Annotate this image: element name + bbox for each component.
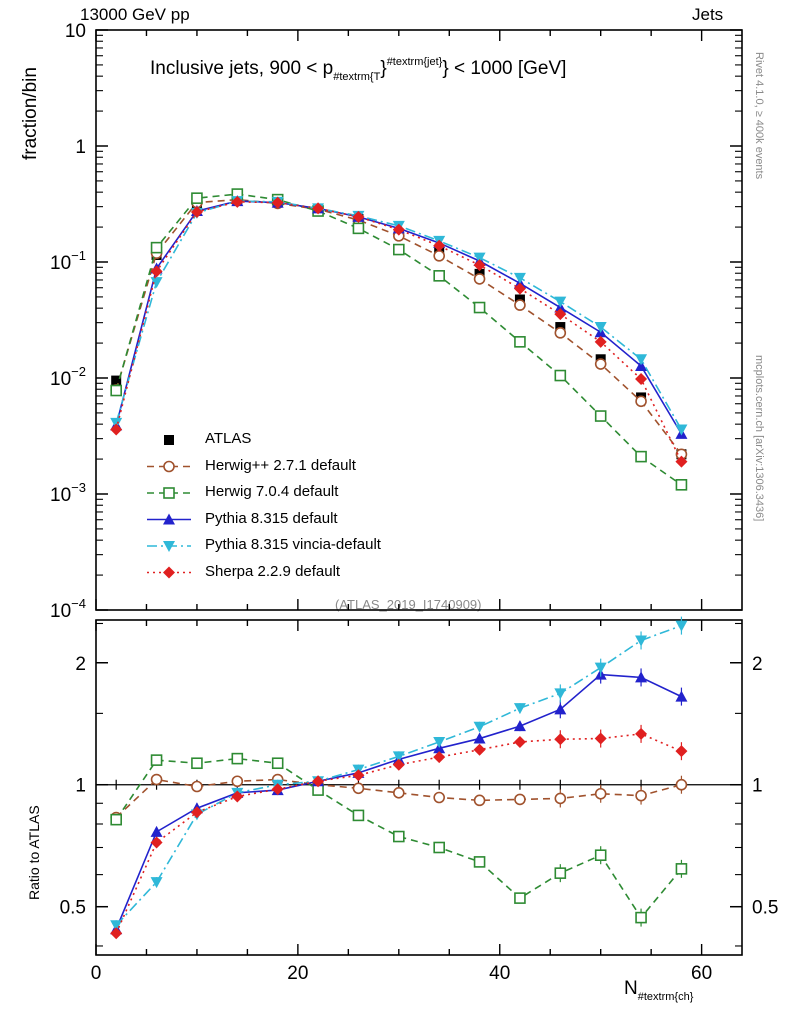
watermark: (ATLAS_2019_I1740909): [335, 597, 482, 612]
plot-title-sup: #textrm{jet}: [386, 56, 443, 68]
legend-item-1: Herwig++ 2.7.1 default: [205, 456, 356, 474]
y-axis-label-main: fraction/bin: [20, 67, 41, 160]
svg-text:40: 40: [489, 963, 511, 984]
svg-text:0: 0: [90, 963, 102, 984]
svg-text:0.5: 0.5: [59, 897, 86, 919]
rivet-credit: Rivet 4.1.0, ≥ 400k events: [753, 52, 765, 180]
y-axis-label-ratio: Ratio to ATLAS: [26, 805, 42, 900]
header-left: 13000 GeV pp: [80, 5, 190, 24]
svg-text:10: 10: [64, 21, 86, 42]
svg-text:1: 1: [75, 137, 86, 158]
mcplots-credit: mcplots.cern.ch [arXiv:1306.3436]: [753, 355, 765, 522]
svg-text:10−3: $10^{-3}$: [50, 480, 86, 506]
svg-text:10−4: $10^{-4}$: [50, 596, 86, 622]
svg-text:60: 60: [691, 963, 713, 984]
legend-item-5: Sherpa 2.2.9 default: [205, 562, 341, 580]
svg-text:10−2: $10^{-2}$: [50, 364, 86, 390]
plot-title-sub: #textrm{T: [333, 71, 381, 83]
svg-text:20: 20: [287, 963, 309, 984]
plot-title-close: }: [380, 58, 387, 79]
svg-text:2: 2: [752, 653, 763, 675]
svg-text:10−1: $10^{-1}$: [50, 248, 86, 274]
legend-item-4: Pythia 8.315 vincia-default: [205, 536, 381, 553]
legend-item-0: ATLAS: [205, 430, 252, 447]
legend-item-3: Pythia 8.315 default: [205, 509, 338, 527]
legend-item-2: Herwig 7.0.4 default: [205, 483, 339, 500]
x-axis-label-sub: #textrm{ch}: [637, 991, 694, 1003]
plot-title-pre: Inclusive jets, 900 < p: [150, 58, 334, 79]
svg-text:1: 1: [75, 775, 86, 797]
header-right: Jets: [692, 5, 724, 24]
svg-text:0.5: 0.5: [752, 897, 779, 919]
plot-title-post: } < 1000 [GeV]: [442, 58, 567, 79]
x-axis-label-main: N: [624, 978, 638, 999]
svg-text:1: 1: [752, 775, 763, 797]
svg-text:2: 2: [75, 653, 86, 675]
